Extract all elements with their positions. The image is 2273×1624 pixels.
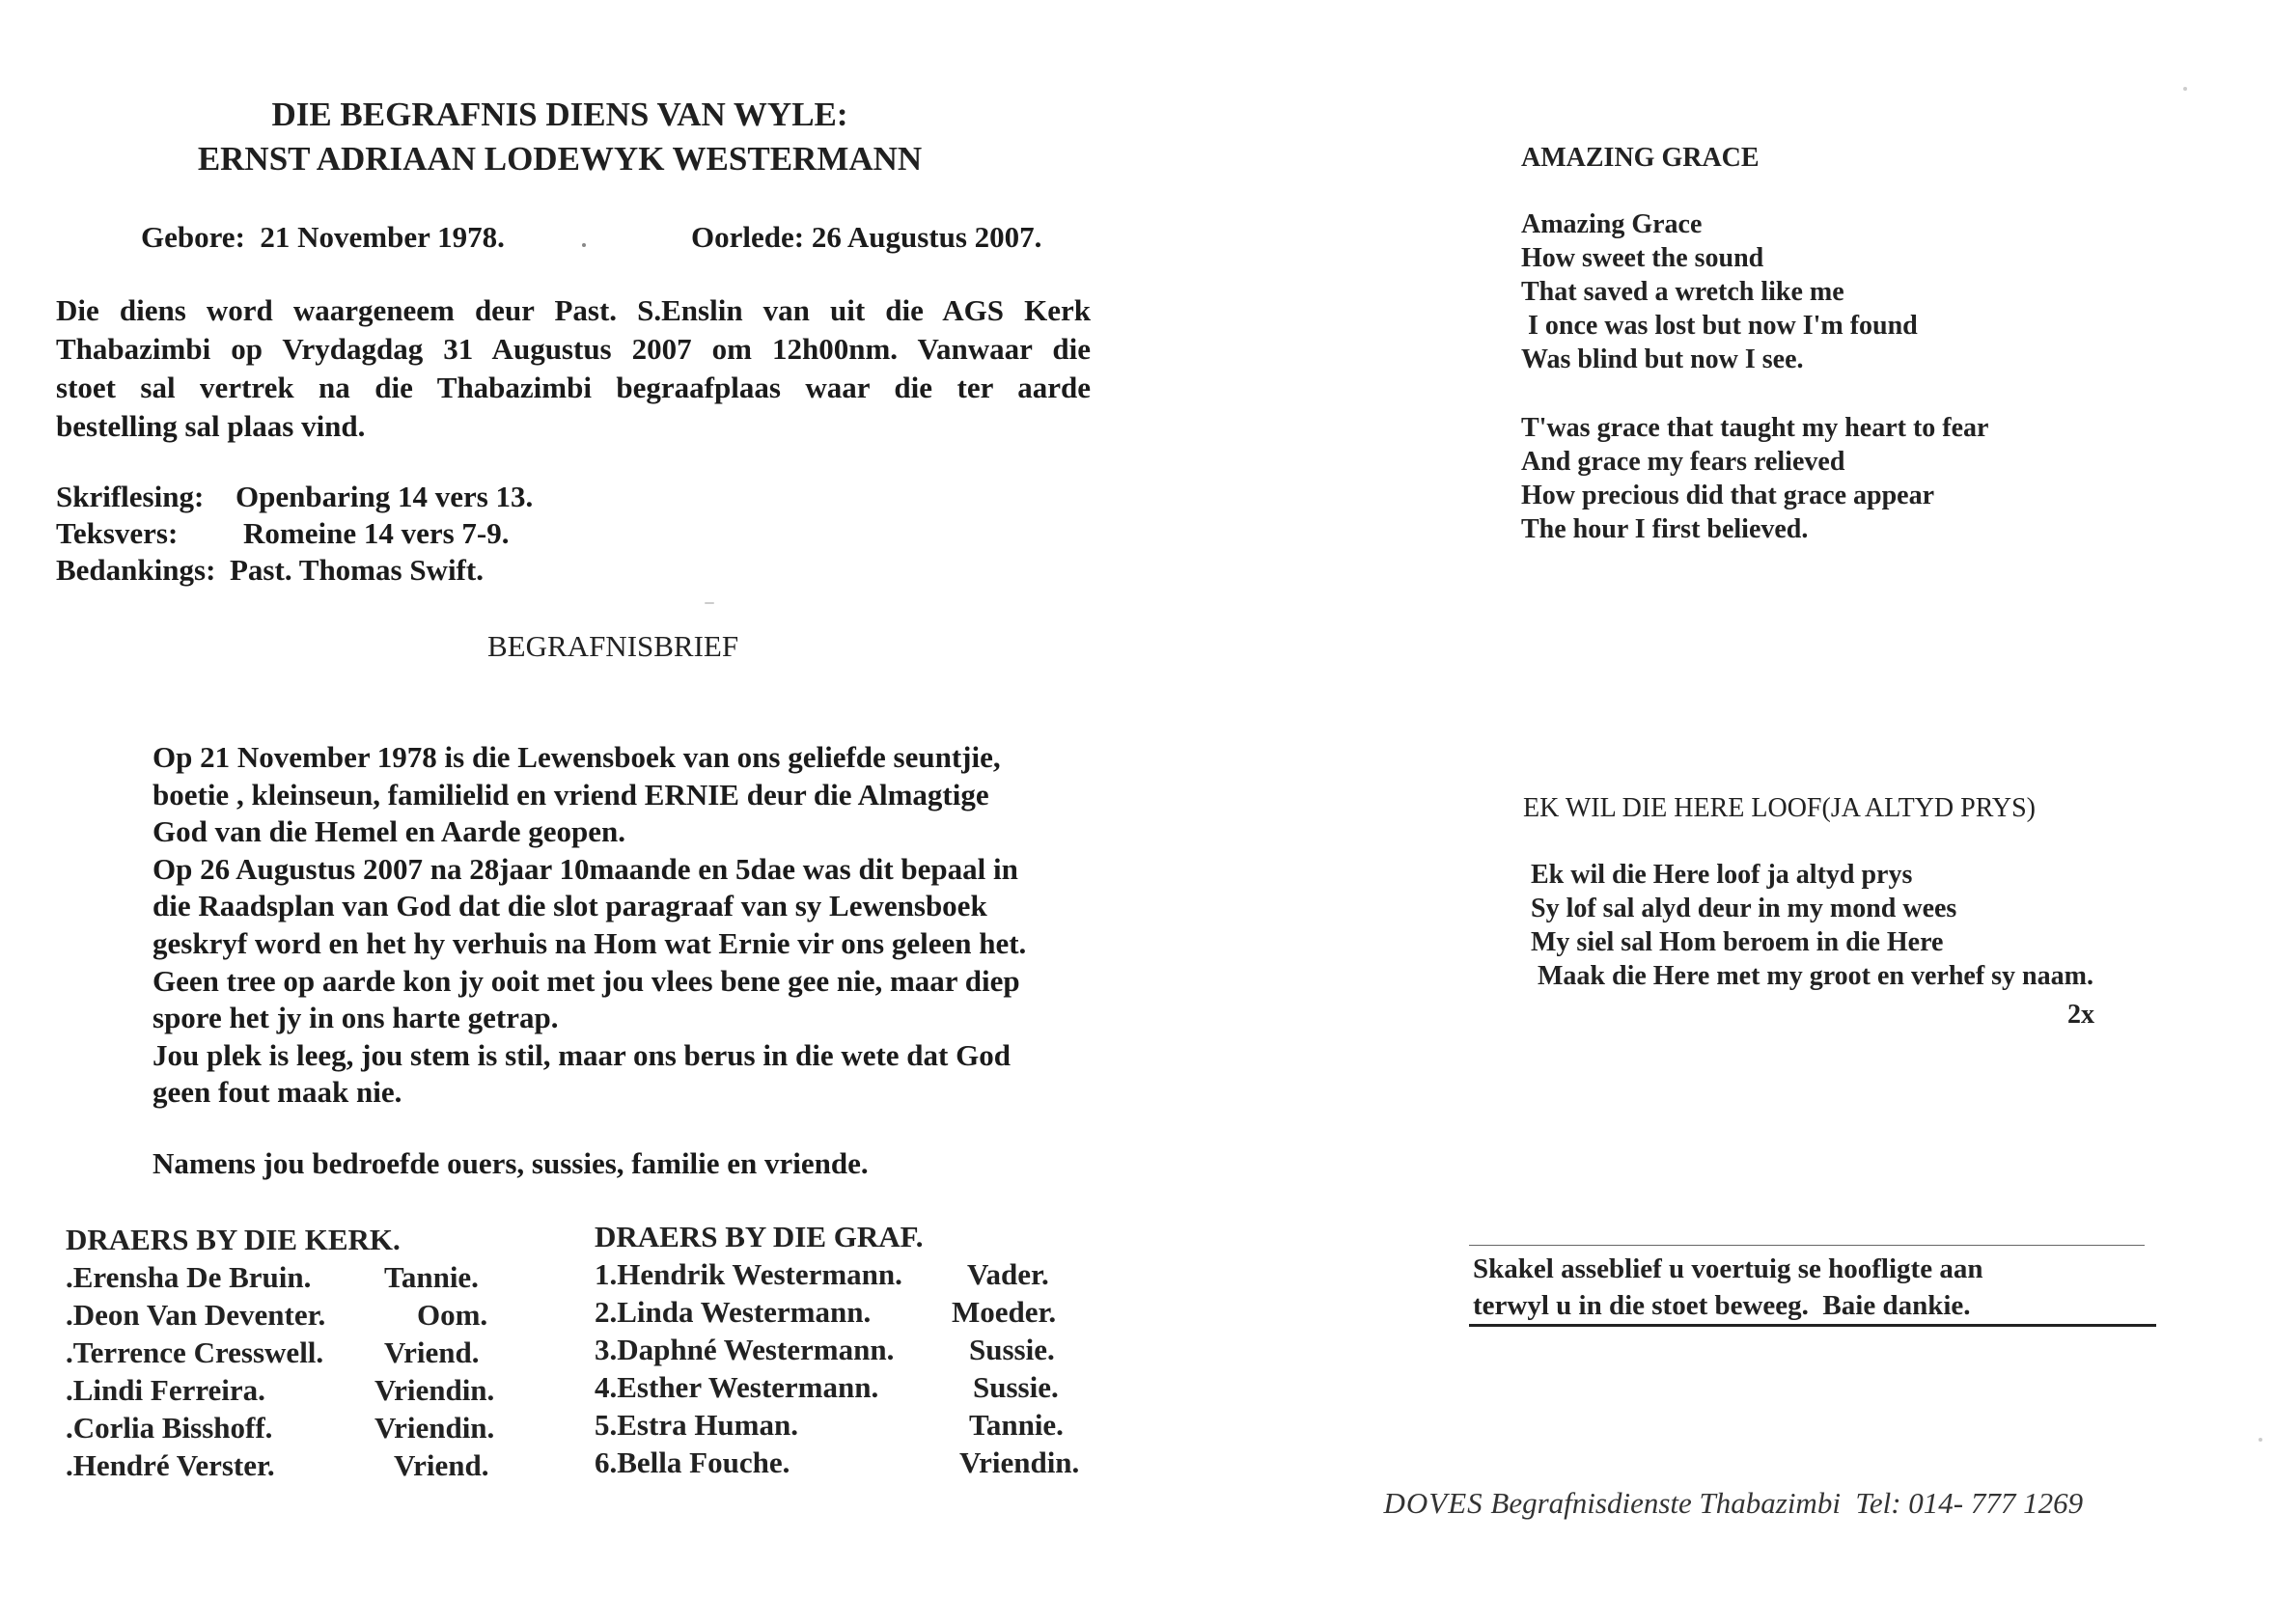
bearer-relation: Vriendin. <box>374 1411 495 1445</box>
bearer-name: .Corlia Bisshoff. <box>66 1411 273 1445</box>
bearer-name: 5.Estra Human. <box>595 1408 798 1442</box>
letter-body <box>152 739 1026 1112</box>
bearer-name: 4.Esther Westermann. <box>595 1370 879 1404</box>
document-title <box>97 93 1023 181</box>
bearer-name: .Hendré Verster. <box>66 1448 275 1482</box>
bearers-grave <box>595 1218 1096 1488</box>
letter-line: Op 26 Augustus 2007 na 28jaar 10maande en 5dae was dit bepaal in <box>152 851 1018 886</box>
hymn-line: Sy lof sal alyd deur in my mond wees <box>1531 894 1957 923</box>
bearer-relation: Sussie. <box>969 1333 1055 1366</box>
bearer-row <box>595 1255 1049 1293</box>
bearer-row <box>66 1446 489 1484</box>
hymn-line: That saved a wretch like me <box>1521 277 1844 307</box>
hymn-title: AMAZING GRACE <box>1521 143 1760 173</box>
hymn-title: EK WIL DIE HERE LOOF(JA ALTYD PRYS) <box>1523 793 2036 823</box>
bearer-row <box>66 1371 495 1409</box>
notice-line: terwyl u in die stoet beweeg. Baie dankie. <box>1473 1290 1971 1321</box>
hymn-line: Maak die Here met my groot en verhef sy naam. <box>1531 961 2093 991</box>
bearer-row <box>66 1258 479 1296</box>
bearer-relation: Moeder. <box>952 1295 1057 1329</box>
bearer-row <box>66 1409 495 1446</box>
hymn-ek-wil <box>1523 791 2218 993</box>
hymn-line: My siel sal Hom beroem in die Here <box>1531 927 1944 957</box>
footer-funeral-service <box>1369 1451 2083 1521</box>
notice-rule-bottom <box>1469 1324 2156 1327</box>
hymn-line: And grace my fears relieved <box>1521 447 1845 477</box>
bearer-relation: Tannie. <box>969 1408 1064 1442</box>
bearer-name: 1.Hendrik Westermann. <box>595 1257 902 1291</box>
bearer-relation: Vriendin. <box>374 1373 495 1407</box>
bearer-relation: Vriendin. <box>959 1445 1080 1479</box>
bearer-row <box>595 1368 1059 1406</box>
scan-speck <box>2183 87 2187 91</box>
readings-list <box>56 479 596 594</box>
letter-line: geskryf word en het hy verhuis na Hom wat Ernie vir ons geleen het. <box>152 925 1027 960</box>
reading-row <box>56 479 534 515</box>
footer-brand: DOVES <box>1383 1486 1483 1520</box>
bearers-church-heading: DRAERS BY DIE KERK. <box>66 1223 401 1256</box>
reading-value: Past. Thomas Swift. <box>230 553 484 587</box>
letter-signoff: Namens jou bedroefde ouers, sussies, familie en vriende. <box>152 1146 869 1180</box>
hymn-line: How precious did that grace appear <box>1521 481 1935 510</box>
footer-contact: Begrafnisdienste Thabazimbi Tel: 014- 777 1269 <box>1483 1486 2084 1520</box>
service-line: Die diens word waargeneem deur Past. S.Enslin van uit die AGS Kerk <box>56 293 1091 327</box>
bearer-relation: Vriend. <box>384 1335 480 1369</box>
letter-line: God van die Hemel en Aarde geopen. <box>152 814 625 849</box>
death-date: Oorlede: 26 Augustus 2007. <box>691 220 1042 254</box>
bearer-name: 3.Daphné Westermann. <box>595 1333 895 1366</box>
reading-label: Bedankings: <box>56 553 216 587</box>
bearer-row <box>595 1293 1057 1331</box>
scan-speck <box>705 602 714 604</box>
repeat-mark: 2x <box>2067 1000 2094 1030</box>
notice-text <box>1473 1251 1982 1324</box>
letter-heading: BEGRAFNISBRIEF <box>487 629 739 663</box>
letter-line: spore het jy in ons harte getrap. <box>152 1001 559 1035</box>
birth-date: Gebore: 21 November 1978. <box>141 220 505 254</box>
service-line: Thabazimbi op Vrydagdag 31 Augustus 2007 om 12h00nm. Vanwaar die <box>56 332 1091 366</box>
letter-line: geen fout maak nie. <box>152 1075 402 1110</box>
bearers-church <box>66 1221 548 1491</box>
hymn-line: Ek wil die Here loof ja altyd prys <box>1531 860 1913 890</box>
hymn-line: I once was lost but now I'm found <box>1521 311 1918 341</box>
reading-label: Skriflesing: <box>56 480 205 513</box>
title-line-2: ERNST ADRIAAN LODEWYK WESTERMANN <box>197 140 923 178</box>
letter-line: boetie , kleinseun, familielid en vriend ERNIE deur die Almagtige <box>152 777 989 812</box>
bearer-relation: Oom. <box>417 1298 488 1332</box>
title-line-1: DIE BEGRAFNIS DIENS VAN WYLE: <box>271 96 848 133</box>
scan-speck <box>2259 1438 2262 1442</box>
bearer-row <box>66 1334 480 1371</box>
letter-line: Jou plek is leeg, jou stem is stil, maar ons berus in die wete dat God <box>152 1037 1011 1072</box>
hymn-line: The hour I first believed. <box>1521 514 1809 544</box>
letter-line: Op 21 November 1978 is die Lewensboek van ons geliefde seuntjie, <box>152 740 1001 774</box>
bearer-name: .Deon Van Deventer. <box>66 1298 326 1332</box>
bearer-name: .Terrence Cresswell. <box>66 1335 324 1369</box>
letter-line: die Raadsplan van God dat die slot paragraaf van sy Lewensboek <box>152 889 987 923</box>
bearer-row <box>595 1444 1080 1481</box>
bearer-relation: Vriend. <box>394 1448 489 1482</box>
bearer-name: .Lindi Ferreira. <box>66 1373 265 1407</box>
bearer-name: .Erensha De Bruin. <box>66 1260 312 1294</box>
hymn-line: Was blind but now I see. <box>1521 344 1804 374</box>
notice-rule-top <box>1469 1245 2145 1246</box>
bearers-grave-heading: DRAERS BY DIE GRAF. <box>595 1220 924 1253</box>
bearer-relation: Vader. <box>967 1257 1049 1291</box>
service-line: stoet sal vertrek na die Thabazimbi begraafplaas waar die ter aarde <box>56 371 1091 404</box>
hymn-line: How sweet the sound <box>1521 243 1764 273</box>
reading-row <box>56 552 484 589</box>
notice-line: Skakel asseblief u voertuig se hoofligte aan <box>1473 1253 1983 1284</box>
service-line: bestelling sal plaas vind. <box>56 409 366 443</box>
hymn-line: Amazing Grace <box>1521 209 1703 239</box>
hymn-amazing-grace <box>1521 141 2197 546</box>
letter-line: Geen tree op aarde kon jy ooit met jou vlees bene gee nie, maar diep <box>152 963 1020 998</box>
reading-value: Openbaring 14 vers 13. <box>236 480 534 513</box>
reading-label: Teksvers: <box>56 516 179 550</box>
bearer-row <box>595 1406 1064 1444</box>
bearer-row <box>66 1296 488 1334</box>
bearer-name: 2.Linda Westermann. <box>595 1295 872 1329</box>
hymn-line: T'was grace that taught my heart to fear <box>1521 413 1989 443</box>
reading-value: Romeine 14 vers 7-9. <box>243 516 510 550</box>
reading-row <box>56 515 510 552</box>
bearer-relation: Sussie. <box>973 1370 1059 1404</box>
bearer-relation: Tannie. <box>384 1260 479 1294</box>
bearer-row <box>595 1331 1055 1368</box>
speck <box>582 243 586 247</box>
service-paragraph <box>56 291 1091 446</box>
bearer-name: 6.Bella Fouche. <box>595 1445 790 1479</box>
